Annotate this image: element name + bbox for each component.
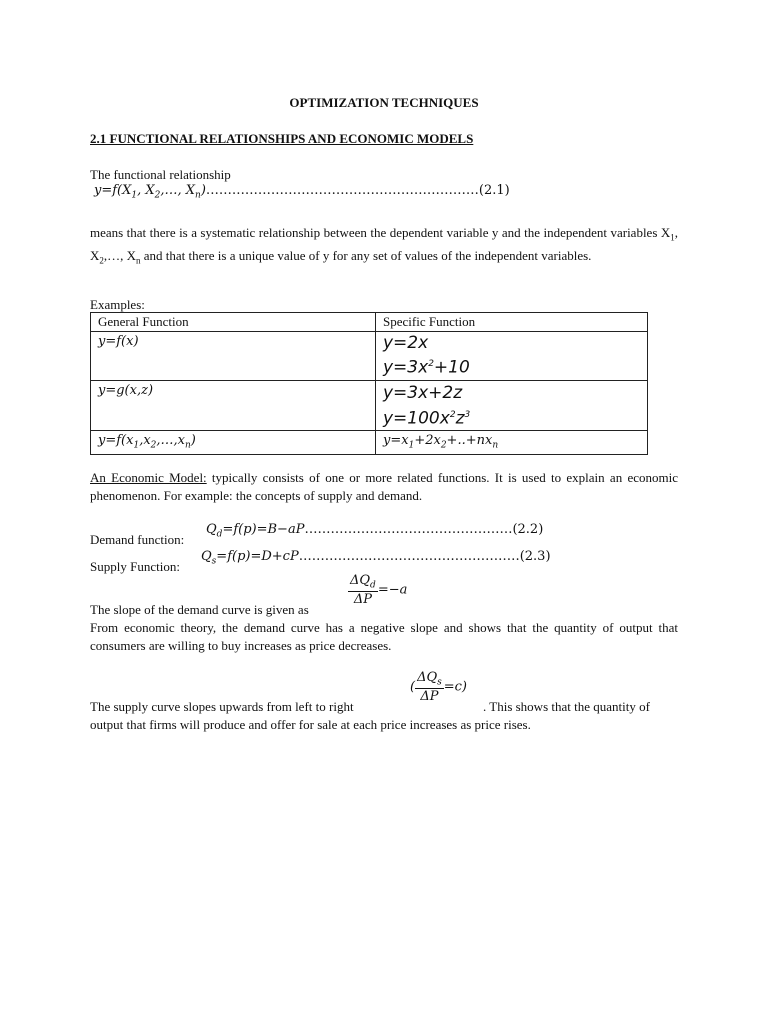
means-paragraph: means that there is a systematic relationship between the dependent variable y and the independent variables $X_1$, $X_2,\dots$, $X_n$ and that there is a unique value of y for any set of values of the independent variables. bbox=[90, 225, 678, 266]
specific-function-cell: y=2x $y=3x^2+10$ bbox=[376, 332, 648, 381]
equation-2-2: $Q_d=f(p)=B-aP\dots\dots\dots\dots\dots\dots\dots\dots\dots\dots\dots\dots\dots\dots\dots\dots(2.2)$ bbox=[206, 522, 544, 540]
supply-curve-text-3: output that firms will produce and offer for sale at each price increases as price rises. bbox=[90, 717, 531, 732]
table-row bbox=[91, 380, 648, 431]
supply-curve-text-2: . This shows that the quantity of bbox=[483, 699, 650, 714]
examples-table bbox=[90, 312, 648, 455]
slope-demand-text: The slope of the demand curve is given as bbox=[90, 602, 309, 617]
equation-2-3: $Q_s=f(p)=D+cP\dots\dots\dots\dots\dots\dots\dots\dots\dots\dots\dots\dots\dots\dots\dots\dots\dots(2.3)$ bbox=[201, 549, 551, 567]
demand-label: Demand function: bbox=[90, 532, 185, 547]
supply-slope-formula: ( $\frac{\Delta Q_s}{\Delta P}$ =c) bbox=[410, 670, 467, 704]
specific-function-cell: $y=x_1+2x_2+..+nx_n$ bbox=[376, 431, 648, 455]
general-function-cell: $y=f(x_1,x_2,\dots,x_n)$ bbox=[91, 431, 376, 455]
intro-text: The functional relationship bbox=[90, 167, 231, 182]
supply-label: Supply Function: bbox=[90, 559, 180, 574]
table-row bbox=[91, 332, 648, 381]
header-general-function: General Function bbox=[91, 313, 376, 332]
specific-function-cell: y=3x+2z $y=100x^2z^3$ bbox=[376, 380, 648, 431]
examples-label: Examples: bbox=[90, 297, 145, 312]
theory-paragraph: From economic theory, the demand curve has a negative slope and shows that the quantity of output that consumers are willing to buy increases as price decreases. bbox=[90, 620, 678, 653]
equation-2-1: $y=f(X_1$, $X_2,\dots$, $X_n)\dots\dots\dots\dots\dots\dots\dots\dots\dots\dots\dots\dots\dots\dots\dots\dots\dots\dots\dots\dots\dots(2.1)$ bbox=[94, 183, 510, 201]
table-header-row bbox=[91, 313, 648, 332]
equation-number: (2.1) bbox=[478, 183, 510, 198]
economic-model-label: An Economic Model: bbox=[90, 470, 207, 485]
supply-curve-text-1: The supply curve slopes upwards from left to right bbox=[90, 699, 354, 714]
demand-slope-formula: $\frac{\Delta Q_d}{\Delta P}$ =−a bbox=[350, 573, 408, 607]
table-row bbox=[91, 431, 648, 455]
economic-model-paragraph: An Economic Model: typically consists of one or more related functions. It is used to explain an economic phenomenon. For example: the concepts of supply and demand. bbox=[90, 470, 678, 503]
equation-number: (2.2) bbox=[512, 522, 544, 537]
general-function-cell: y=f(x) bbox=[91, 332, 376, 381]
equation-number: (2.3) bbox=[519, 549, 551, 564]
general-function-cell: y=g(x,z) bbox=[91, 380, 376, 431]
header-specific-function: Specific Function bbox=[376, 313, 648, 332]
section-heading: 2.1 FUNCTIONAL RELATIONSHIPS AND ECONOMIC MODELS bbox=[90, 131, 474, 146]
document-title: OPTIMIZATION TECHNIQUES bbox=[289, 95, 479, 110]
